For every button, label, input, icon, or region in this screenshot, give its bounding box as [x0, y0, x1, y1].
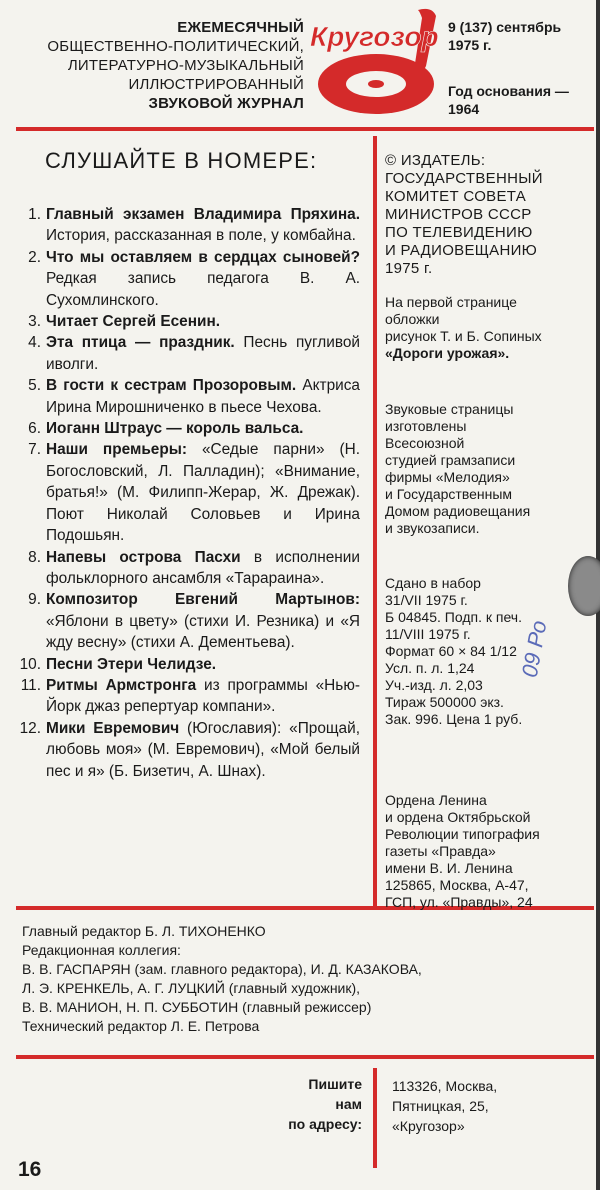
issue-info [448, 18, 598, 118]
item-desc: Песнь пугливой иволги. [46, 334, 360, 373]
founded-line-1: Год основания — [448, 83, 569, 99]
item-number: 10. [19, 655, 41, 673]
publisher-line: ПО ТЕЛЕВИДЕНИЮ [385, 224, 533, 241]
item-desc: из программы «Нью-Йорк джаз репертуар компани». [46, 676, 360, 716]
list-item [18, 675, 360, 718]
desc-line-2: ОБЩЕСТВЕННО-ПОЛИТИЧЕСКИЙ, [47, 38, 304, 55]
item-title: Эта птица — праздник. [46, 334, 235, 352]
item-number: 11. [20, 676, 41, 694]
item-number: 7. [28, 441, 41, 459]
editorial-line: В. В. МАНИОН, Н. П. СУББОТИН (главный режиссер) [22, 999, 372, 1015]
sound-line: и Государственным [385, 486, 513, 502]
list-item [18, 589, 360, 653]
list-item [18, 439, 360, 546]
printer-line: 125865, Москва, А-47, [385, 877, 529, 893]
item-title: Иоганн Штраус — король вальса. [46, 420, 304, 438]
item-desc: «Яблони в цвету» (стихи И. Резника) и «Я жду весну» (стихи А. Дементьева). [46, 612, 360, 652]
item-title: Главный экзамен Владимира Пряхина. [46, 206, 360, 223]
desc-line-3: ЛИТЕРАТУРНО-МУЗЫКАЛЬНЫЙ [67, 57, 304, 74]
editorial-line: Л. Э. КРЕНКЕЛЬ, А. Г. ЛУЦКИЙ (главный художник), [22, 980, 361, 996]
handwritten-note: 09 Ро [516, 618, 552, 680]
list-item [18, 204, 360, 247]
printer-credit [385, 792, 590, 911]
lower-rule [16, 1055, 594, 1059]
cover-credit [385, 294, 590, 362]
magazine-description [22, 18, 304, 113]
item-title: Ритмы Армстронга [46, 676, 197, 694]
item-desc: (Югославия): «Прощай, любовь моя» (М. Евремович), «Мой белый пес и я» (Б. Бизетич, А. Шнах). [46, 719, 360, 780]
address-divider [373, 1068, 377, 1168]
item-number: 2. [28, 248, 41, 266]
item-number: 5. [28, 377, 41, 395]
item-desc: «Седые парни» (Н. Богословский, Л. Палладин); «Внимание, братья!» (М. Филипп-Жерар, Ж. Дрежак). Поют Николай Соловьев и Ирина Подошьян. [46, 441, 361, 545]
record-hole [568, 556, 600, 616]
item-title: Наши премьеры: [46, 441, 188, 459]
item-title: Мики Евремович [46, 719, 180, 737]
print-line: Сдано в набор [385, 575, 481, 591]
address-line: «Кругозор» [392, 1118, 465, 1134]
item-title: Композитор Евгений Мартынов: [46, 591, 360, 609]
column-divider [373, 136, 377, 909]
desc-line-4: ИЛЛЮСТРИРОВАННЫЙ [128, 76, 304, 93]
sound-line: Звуковые страницы [385, 401, 514, 417]
item-desc: в исполнении фольклорного ансамбля «Тарараина». [46, 548, 360, 587]
editorial-line: В. В. ГАСПАРЯН (зам. главного редактора), И. Д. КАЗАКОВА, [22, 961, 422, 977]
printer-line: имени В. И. Ленина [385, 860, 513, 876]
printer-line: газеты «Правда» [385, 843, 496, 859]
printer-line: и ордена Октябрьской [385, 809, 531, 825]
cover-line: На первой странице [385, 294, 517, 310]
sound-pages-credit [385, 401, 590, 537]
page-number: 16 [18, 1158, 42, 1181]
founded-line-2: 1964 [448, 101, 480, 117]
contents-heading: СЛУШАЙТЕ В НОМЕРЕ: [45, 148, 318, 173]
sound-line: изготовлены [385, 418, 467, 434]
publisher-line: © ИЗДАТЕЛЬ: [385, 152, 486, 169]
cover-title: «Дороги урожая». [385, 345, 510, 361]
sound-line: Домом радиовещания [385, 503, 531, 519]
item-number: 6. [28, 420, 41, 438]
item-title: Напевы острова Пасхи [46, 548, 241, 566]
list-item [18, 332, 360, 375]
issue-line-1: 9 (137) сентябрь [448, 19, 562, 35]
list-item [18, 375, 360, 418]
publisher-block [385, 152, 590, 278]
print-line: Зак. 996. Цена 1 руб. [385, 711, 523, 727]
publisher-line: 1975 г. [385, 260, 433, 277]
editorial-line: Редакционная коллегия: [22, 942, 181, 958]
list-item [18, 418, 360, 439]
desc-line-1: ЕЖЕМЕСЯЧНЫЙ [177, 19, 304, 36]
item-desc: Актриса Ирина Мирошниченко в пьесе Чехова. [46, 377, 360, 416]
publisher-line: И РАДИОВЕЩАНИЮ [385, 242, 538, 259]
editorial-line: Главный редактор Б. Л. ТИХОНЕНКО [22, 923, 266, 939]
item-number: 3. [28, 313, 41, 331]
address-label-line: нам [335, 1096, 362, 1112]
print-line: Тираж 500000 экз. [385, 694, 504, 710]
publisher-line: КОМИТЕТ СОВЕТА [385, 188, 527, 205]
address-label [262, 1074, 362, 1134]
print-line: Б 04845. Подп. к печ. [385, 609, 522, 625]
item-title: Читает Сергей Есенин. [46, 313, 221, 331]
list-item [18, 654, 360, 675]
item-number: 1. [28, 206, 41, 223]
editorial-line: Технический редактор Л. Е. Петрова [22, 1018, 260, 1034]
sound-line: фирмы «Мелодия» [385, 469, 510, 485]
top-rule [16, 127, 594, 131]
sound-line: студией грамзаписи [385, 452, 516, 468]
item-title: В гости к сестрам Прозоровым. [46, 377, 297, 395]
issue-line-2: 1975 г. [448, 37, 492, 53]
item-desc: Редкая запись педагога В. А. Сухомлинского. [46, 270, 360, 309]
print-line: 31/VII 1975 г. [385, 592, 468, 608]
address-line: Пятницкая, 25, [392, 1098, 489, 1114]
sound-line: и звукозаписи. [385, 520, 480, 536]
contents-list [18, 204, 360, 782]
print-line: Усл. п. л. 1,24 [385, 660, 475, 676]
publisher-line: МИНИСТРОВ СССР [385, 206, 532, 223]
item-title: Песни Этери Челидзе. [46, 655, 217, 673]
item-desc: История, рассказанная в поле, у комбайна. [46, 227, 356, 245]
address-line: 113326, Москва, [392, 1078, 498, 1094]
print-line: Формат 60 × 84 1/12 [385, 643, 517, 659]
print-line: Уч.-изд. л. 2,03 [385, 677, 483, 693]
logo-text: Кругозор [310, 21, 439, 52]
printer-line: Ордена Ленина [385, 792, 487, 808]
list-item [18, 718, 360, 782]
address-label-line: Пишите [308, 1076, 362, 1092]
print-details [385, 575, 590, 728]
list-item [18, 247, 360, 311]
cover-line: обложки [385, 311, 440, 327]
item-number: 9. [28, 591, 41, 609]
cover-line: рисунок Т. и Б. Сопиных [385, 328, 542, 344]
desc-line-5: ЗВУКОВОЙ ЖУРНАЛ [148, 95, 304, 112]
address-label-line: по адресу: [288, 1116, 362, 1132]
postal-address [392, 1076, 592, 1136]
publisher-line: ГОСУДАРСТВЕННЫЙ [385, 170, 543, 187]
print-line: 11/VIII 1975 г. [385, 626, 471, 642]
item-number: 12. [19, 719, 41, 737]
list-item [18, 311, 360, 332]
editorial-board [22, 922, 582, 1036]
sound-line: Всесоюзной [385, 435, 465, 451]
item-title: Что мы оставляем в сердцах сыновей? [46, 248, 360, 266]
krugozor-logo [306, 4, 446, 122]
list-item [18, 547, 360, 590]
item-number: 4. [28, 334, 41, 352]
printer-line: ГСП, ул. «Правды», 24 [385, 894, 533, 910]
printer-line: Революции типография [385, 826, 540, 842]
item-number: 8. [28, 548, 41, 566]
